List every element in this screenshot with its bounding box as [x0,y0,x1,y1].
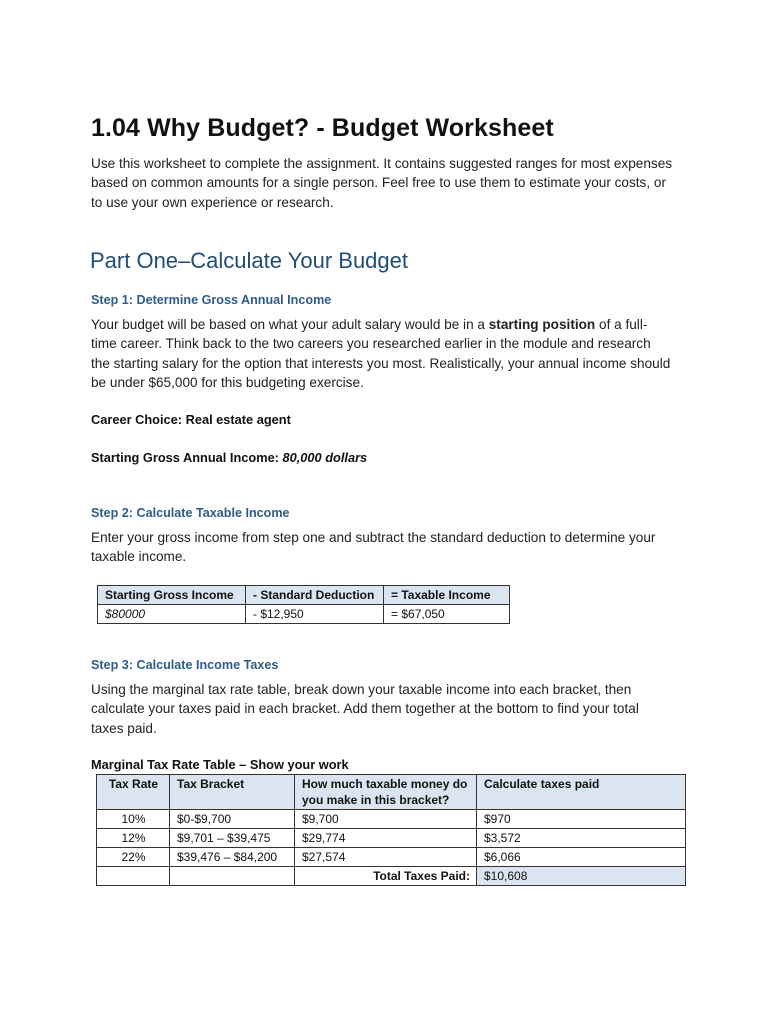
step1-text-before: Your budget will be based on what your adult salary would be in a [91,317,489,332]
header-taxable-in-bracket: How much taxable money do you make in this bracket? [295,775,477,810]
career-choice-label: Career Choice: [91,412,186,427]
cell-taxes: $6,066 [477,848,686,867]
tax-table-caption: Marginal Tax Rate Table – Show your work [91,757,349,772]
header-taxes-paid: Calculate taxes paid [477,775,686,810]
step1-paragraph [91,315,671,393]
header-standard-deduction: - Standard Deduction [246,586,384,605]
page-title: 1.04 Why Budget? - Budget Worksheet [91,114,554,142]
cell-gross-income: $80000 [98,605,246,624]
total-row [97,867,686,886]
cell-empty [97,867,170,886]
cell-rate: 10% [97,810,170,829]
step1-text-after: of a full-time career. Think back to the two careers you researched earlier in the module and research the starting salary for the option that interests you most. Realistically, your annual income should be under $65,000 for this budgeting exercise. [91,317,671,391]
table-header-row [97,775,686,810]
table-row [97,848,686,867]
cell-amount: $29,774 [295,829,477,848]
step1-heading: Step 1: Determine Gross Annual Income [91,293,332,307]
cell-bracket: $39,476 – $84,200 [170,848,295,867]
gross-income-label: Starting Gross Annual Income: [91,450,283,465]
career-choice-value: Real estate agent [185,412,291,427]
cell-rate: 22% [97,848,170,867]
cell-taxable-income: = $67,050 [384,605,510,624]
marginal-tax-table [96,774,686,886]
cell-amount: $9,700 [295,810,477,829]
cell-bracket: $9,701 – $39,475 [170,829,295,848]
total-value: $10,608 [477,867,686,886]
step1-text-bold: starting position [488,317,596,332]
intro-paragraph: Use this worksheet to complete the assignment. It contains suggested ranges for most expenses based on common amounts for a single person. Feel free to use them to estimate your costs, or to use your own experience or research. [91,156,673,210]
header-tax-bracket: Tax Bracket [170,775,295,810]
table-row [98,605,510,624]
table-row [97,829,686,848]
table-header-row [98,586,510,605]
cell-taxes: $3,572 [477,829,686,848]
cell-rate: 12% [97,829,170,848]
gross-income-line [91,450,367,465]
step3-heading: Step 3: Calculate Income Taxes [91,658,279,672]
cell-empty [170,867,295,886]
step2-paragraph: Enter your gross income from step one and subtract the standard deduction to determine your taxable income. [91,530,656,565]
taxable-income-table [97,585,510,624]
total-label: Total Taxes Paid: [295,867,477,886]
career-choice-line [91,412,291,427]
cell-bracket: $0-$9,700 [170,810,295,829]
cell-amount: $27,574 [295,848,477,867]
step2-heading: Step 2: Calculate Taxable Income [91,506,290,520]
table-row [97,810,686,829]
step3-paragraph: Using the marginal tax rate table, break down your taxable income into each bracket, then calculate your taxes paid in each bracket. Add them together at the bottom to find your total taxes paid. [91,682,639,736]
header-taxable-income: = Taxable Income [384,586,510,605]
part-one-heading: Part One–Calculate Your Budget [90,248,409,273]
cell-taxes: $970 [477,810,686,829]
header-tax-rate: Tax Rate [97,775,170,810]
header-gross-income: Starting Gross Income [98,586,246,605]
gross-income-value: 80,000 dollars [282,450,368,465]
cell-standard-deduction: - $12,950 [246,605,384,624]
